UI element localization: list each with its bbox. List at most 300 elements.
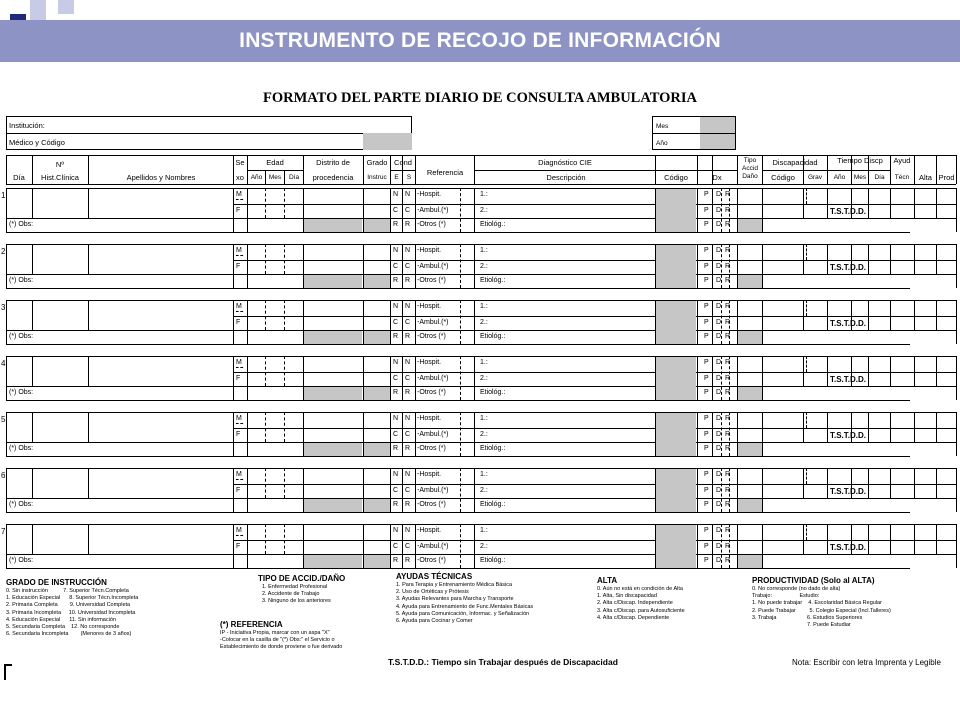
ref-ambul: -Ambul.(*) (417, 431, 449, 438)
dx-rr: R (725, 389, 731, 396)
record-column-line (936, 244, 937, 274)
dashed-divider (236, 479, 243, 480)
dx-d: D (716, 415, 722, 422)
record-column-line (402, 188, 403, 232)
rule-line (956, 524, 957, 568)
legend-item: 4. Educación Especial 11. Sin información (6, 616, 116, 623)
shaded-cell (304, 275, 362, 288)
header-cond-e: E (394, 174, 399, 181)
diag-1: 1.: (480, 191, 488, 198)
dx-p: P (704, 557, 709, 564)
record-column-line (914, 300, 915, 330)
dashed-divider (721, 468, 722, 512)
record-column-line (233, 468, 234, 512)
obs-label: (*) Obs: (9, 445, 34, 452)
record-number: 1 (1, 191, 6, 200)
cond-r-e: R (393, 557, 399, 564)
record-column-line (402, 244, 403, 288)
dashed-divider (460, 188, 461, 232)
shaded-cell (656, 301, 696, 344)
dashed-divider (236, 535, 243, 536)
diag-1: 1.: (480, 359, 488, 366)
cond-n-e: N (393, 527, 399, 534)
record-bottom-rule (6, 288, 910, 289)
sex-m: M (236, 191, 242, 198)
header-cond: Cond (394, 158, 412, 167)
record-column-line (32, 244, 33, 274)
record-column-line (233, 300, 234, 344)
sex-f: F (236, 543, 241, 550)
rule-line (827, 170, 891, 171)
record-top-rule (6, 244, 956, 245)
dashed-divider (806, 244, 807, 260)
obs-label: (*) Obs: (9, 277, 34, 284)
record-column-line (474, 300, 475, 344)
header-nro: Nº (55, 160, 65, 169)
record-column-line (803, 524, 804, 554)
record-column-line (697, 300, 698, 344)
record-column-line (827, 468, 828, 498)
dx-rr: R (725, 207, 731, 214)
dx-rr: R (725, 543, 731, 550)
record-column-line (712, 412, 713, 456)
record-column-line (827, 524, 828, 554)
record-column-line (390, 468, 391, 512)
record-column-line (697, 356, 698, 400)
ayudas-title: AYUDAS TÉCNICAS (396, 572, 473, 581)
shaded-cell (304, 387, 362, 400)
ref-hospit: -Hospit. (417, 191, 442, 198)
record-column-line (415, 244, 416, 288)
rule-line (6, 554, 233, 555)
header-ayud: Ayud (893, 156, 911, 165)
cond-c-e: C (393, 431, 399, 438)
ref-otros: -Otros (*) (417, 277, 446, 284)
record-column-line (32, 524, 33, 554)
record-column-line (697, 188, 698, 232)
dx-rr: R (725, 557, 731, 564)
institucion-label: Institución: (9, 121, 45, 130)
record-column-line (474, 356, 475, 400)
record-column-line (803, 468, 804, 498)
dx-d: D (716, 277, 722, 284)
legend-ayudas (396, 572, 533, 625)
dashed-divider (265, 468, 266, 498)
record-column-line (697, 524, 698, 568)
shaded-cell (656, 525, 696, 568)
cond-c-s: C (405, 431, 411, 438)
record-column-line (868, 356, 869, 386)
legend-item: 4. Ayuda para Entrenamiento de Func.Mentales Básicas (396, 603, 534, 610)
record-column-line (936, 412, 937, 442)
dx-d: D (716, 445, 722, 452)
record-column-line (233, 188, 234, 232)
record-column-line (6, 356, 7, 400)
header-bottom-rule (6, 184, 956, 185)
record-mid-rule (233, 260, 956, 261)
header-tiempo: Tiempo Discp (837, 156, 883, 165)
dashed-divider (236, 311, 243, 312)
dx-p: P (704, 415, 709, 422)
cond-c-s: C (405, 207, 411, 214)
record-column-line (827, 300, 828, 330)
shaded-cell (364, 387, 390, 400)
record-column-line (247, 524, 248, 568)
shaded-cell (364, 275, 390, 288)
form-title: FORMATO DEL PARTE DIARIO DE CONSULTA AMBULATORIA (262, 90, 698, 106)
header-se: Se (235, 158, 245, 167)
cond-c-s: C (405, 543, 411, 550)
record-column-line (712, 524, 713, 568)
diag-2: 2.: (480, 375, 488, 382)
record-column-line (712, 244, 713, 288)
dashed-divider (284, 300, 285, 330)
legend-item: 3. Trabaja 6. Estudios Superiores (752, 614, 863, 621)
cond-r-s: R (405, 501, 411, 508)
cond-c-e: C (393, 487, 399, 494)
record-column-line (247, 300, 248, 344)
anio-label: Año (656, 140, 668, 147)
record-column-line (6, 300, 7, 344)
record-column-line (247, 244, 248, 288)
dashed-divider (236, 199, 243, 200)
diag-etiolog: Etiológ.: (480, 557, 506, 564)
nota-note: Nota: Escribir con letra Imprenta y Legible (792, 658, 941, 667)
ref-otros: -Otros (*) (417, 557, 446, 564)
dx-rr: R (725, 431, 731, 438)
record-column-line (936, 524, 937, 554)
legend-item: 1. Educación Especial 8. Superior Técn.Incompleta (6, 595, 139, 602)
record-column-line (474, 412, 475, 456)
dx-p: P (704, 303, 709, 310)
shaded-cell (364, 443, 390, 456)
cond-n-e: N (393, 359, 399, 366)
record-column-line (247, 356, 248, 400)
record-mid-rule (233, 204, 956, 205)
legend-item: Trabajo: Estudio: (752, 593, 820, 600)
diag-etiolog: Etiológ.: (480, 389, 506, 396)
shaded-cell (364, 331, 390, 344)
dx-d: D (716, 543, 722, 550)
record-column-line (88, 300, 89, 330)
header-edad-mes: Mes (268, 174, 282, 181)
record-column-line (6, 188, 7, 232)
record-column-line (697, 412, 698, 456)
obs-label: (*) Obs: (9, 501, 34, 508)
record-column-line (6, 412, 7, 456)
cond-c-e: C (393, 543, 399, 550)
dashed-divider (284, 524, 285, 554)
header-discapacidad: Discapacidad (772, 158, 818, 167)
record-column-line (402, 356, 403, 400)
header-diagnostico: Diagnóstico CIE (538, 158, 592, 167)
dashed-divider (460, 300, 461, 344)
dashed-divider (721, 524, 722, 568)
dx-rr: R (725, 415, 731, 422)
record-column-line (233, 524, 234, 568)
dx-p: P (704, 543, 709, 550)
cond-n-e: N (393, 303, 399, 310)
dx-d: D (716, 303, 722, 310)
rule-line (956, 468, 957, 512)
header-apellidos: Apellidos y Nombres (126, 173, 196, 182)
shaded-cell (738, 443, 762, 456)
diag-etiolog: Etiológ.: (480, 333, 506, 340)
header-edad: Edad (266, 158, 284, 167)
record-column-line (402, 300, 403, 344)
record-number: 4 (1, 359, 6, 368)
legend-tipo (258, 574, 345, 606)
record-column-line (415, 300, 416, 344)
header-tipo: Tipo (743, 157, 757, 164)
legend-item: Establecimiento de donde proviene o fue derivado (220, 644, 343, 651)
record-column-line (402, 412, 403, 456)
dx-rr: R (725, 319, 731, 326)
dx-rr: R (725, 247, 731, 254)
dx-rr: R (725, 191, 731, 198)
legend-item: 3. Ayudas Relevantes para Marcha y Transporte (396, 596, 514, 603)
header-t-anio: Año (833, 174, 846, 181)
header-distrito: Distrito de (316, 158, 350, 167)
legend-alta (597, 576, 685, 622)
record-column-line (32, 188, 33, 218)
dashed-divider (721, 244, 722, 288)
dashed-divider (236, 423, 243, 424)
header-hist: Hist.Clínica (41, 173, 79, 182)
dx-d: D (716, 207, 722, 214)
cond-r-e: R (393, 389, 399, 396)
shaded-cell (656, 469, 696, 512)
record-column-line (890, 188, 891, 218)
header-disc-codigo: Código (771, 173, 795, 182)
cond-r-e: R (393, 501, 399, 508)
mes-label: Mes (656, 123, 669, 130)
header-edad-dia: Día (288, 174, 300, 181)
dx-p: P (704, 527, 709, 534)
record-column-line (32, 468, 33, 498)
rule-line (956, 412, 957, 456)
dashed-divider (265, 188, 266, 218)
record-column-line (827, 356, 828, 386)
cond-n-e: N (393, 415, 399, 422)
dx-p: P (704, 221, 709, 228)
header-t-mes: Mes (853, 174, 867, 181)
header-grav: Grav (807, 174, 823, 181)
ref-hospit: -Hospit. (417, 303, 442, 310)
header-column-line (88, 155, 89, 184)
header-cond-s: S (406, 174, 412, 181)
record-column-line (762, 356, 763, 400)
record-column-line (890, 244, 891, 274)
dx-d: D (716, 527, 722, 534)
record-number: 3 (1, 303, 6, 312)
dashed-divider (460, 412, 461, 456)
record-column-line (390, 300, 391, 344)
header-prod: Prod (938, 173, 955, 182)
ref-ambul: -Ambul.(*) (417, 543, 449, 550)
record-column-line (6, 524, 7, 568)
header-edad-anio: Año (250, 174, 263, 181)
dx-rr: R (725, 527, 731, 534)
ref-otros: -Otros (*) (417, 389, 446, 396)
record-column-line (697, 244, 698, 288)
shaded-cell (304, 499, 362, 512)
dx-p: P (704, 375, 709, 382)
record-number: 2 (1, 247, 6, 256)
record-column-line (914, 356, 915, 386)
rule-line (956, 356, 957, 400)
ref-hospit: -Hospit. (417, 471, 442, 478)
record-column-line (32, 300, 33, 330)
dx-p: P (704, 501, 709, 508)
diag-etiolog: Etiológ.: (480, 277, 506, 284)
dashed-divider (721, 412, 722, 456)
header-column-line (956, 155, 957, 184)
diag-1: 1.: (480, 471, 488, 478)
record-column-line (890, 412, 891, 442)
dashed-divider (806, 188, 807, 204)
record-column-line (803, 412, 804, 442)
shaded-cell (656, 245, 696, 288)
rule-line (6, 386, 233, 387)
legend-item: 2. Primaria Completa 9. Universidad Completa (6, 602, 131, 609)
dx-d: D (716, 557, 722, 564)
record-column-line (868, 244, 869, 274)
record-column-line (712, 356, 713, 400)
cond-r-s: R (405, 277, 411, 284)
rule-line (6, 274, 233, 275)
dx-d: D (716, 471, 722, 478)
tstdd-label: T.S.T.D.D. (830, 207, 867, 216)
diag-2: 2.: (480, 263, 488, 270)
cond-r-s: R (405, 557, 411, 564)
ref-hospit: -Hospit. (417, 359, 442, 366)
rule-line (956, 188, 957, 232)
dx-p: P (704, 445, 709, 452)
legend-item: IP - Iniciativa Propia, marcar con un aspa "X" (220, 630, 330, 636)
record-column-line (88, 188, 89, 218)
ref-ambul: -Ambul.(*) (417, 375, 449, 382)
record-column-line (890, 356, 891, 386)
header-dano: Daño (742, 173, 758, 180)
diag-1: 1.: (480, 303, 488, 310)
dx-p: P (704, 207, 709, 214)
banner-title: INSTRUMENTO DE RECOJO DE INFORMACIÓN (239, 29, 721, 52)
record-column-line (247, 188, 248, 232)
diag-etiolog: Etiológ.: (480, 445, 506, 452)
shaded-cell (738, 219, 762, 232)
cond-c-e: C (393, 319, 399, 326)
legend-item: 2. Uso de Ortéticas y Prótesis (396, 589, 469, 596)
cond-n-s: N (405, 303, 411, 310)
shaded-cell (304, 555, 362, 568)
diag-2: 2.: (480, 319, 488, 326)
record-column-line (868, 468, 869, 498)
record-column-line (88, 412, 89, 442)
record-column-line (712, 300, 713, 344)
prod-title: PRODUCTIVIDAD (Solo al ALTA) (752, 576, 875, 585)
cond-r-e: R (393, 221, 399, 228)
legend-item: 1. Enfermedad Profesional (262, 584, 328, 590)
record-column-line (415, 524, 416, 568)
obs-label: (*) Obs: (9, 389, 34, 396)
cond-r-s: R (405, 221, 411, 228)
dashed-divider (460, 356, 461, 400)
sex-f: F (236, 375, 241, 382)
ref-ambul: -Ambul.(*) (417, 207, 449, 214)
record-bottom-rule (6, 400, 910, 401)
diag-2: 2.: (480, 487, 488, 494)
legend-item: 1. Alta, Sin discapacidad (597, 593, 657, 600)
dashed-divider (265, 412, 266, 442)
dx-rr: R (725, 277, 731, 284)
dx-d: D (716, 263, 722, 270)
sex-m: M (236, 303, 242, 310)
header-codigo: Código (664, 173, 688, 182)
record-column-line (32, 412, 33, 442)
cond-n-s: N (405, 471, 411, 478)
record-top-rule (6, 412, 956, 413)
header-column-line (32, 155, 33, 184)
legend-item: 7. Puede Estudiar (752, 622, 851, 629)
record-column-line (936, 468, 937, 498)
record-column-line (762, 468, 763, 512)
dx-p: P (704, 319, 709, 326)
record-column-line (415, 468, 416, 512)
legend-item: 6. Secundaria Incompleta (Menores de 3 años) (6, 631, 132, 638)
record-column-line (914, 244, 915, 274)
dashed-divider (721, 356, 722, 400)
record-bottom-rule (6, 512, 910, 513)
shaded-cell (304, 331, 362, 344)
dx-d: D (716, 359, 722, 366)
record-column-line (803, 188, 804, 218)
cond-n-e: N (393, 471, 399, 478)
dx-p: P (704, 431, 709, 438)
record-column-line (890, 468, 891, 498)
legend-referencia (220, 620, 342, 652)
dashed-divider (236, 367, 243, 368)
cond-c-s: C (405, 263, 411, 270)
legend-item: 1. No puede trabajar 4. Escolaridad Básica Regular (752, 600, 882, 607)
record-column-line (415, 412, 416, 456)
dx-p: P (704, 471, 709, 478)
tstdd-label: T.S.T.D.D. (830, 543, 867, 552)
ref-otros: -Otros (*) (417, 445, 446, 452)
record-column-line (474, 244, 475, 288)
dashed-divider (460, 244, 461, 288)
record-top-rule (6, 468, 956, 469)
dashed-divider (806, 468, 807, 484)
record-column-line (32, 356, 33, 386)
record-column-line (88, 468, 89, 498)
record-column-line (402, 524, 403, 568)
dashed-divider (806, 356, 807, 372)
sex-m: M (236, 247, 242, 254)
sex-m: M (236, 415, 242, 422)
header-column-line (6, 155, 7, 184)
record-column-line (914, 468, 915, 498)
legend-item: 2. Accidente de Trabajo (262, 591, 320, 598)
cond-n-s: N (405, 527, 411, 534)
shaded-cell (656, 189, 696, 232)
record-mid-rule (233, 484, 956, 485)
cond-n-s: N (405, 247, 411, 254)
record-bottom-rule (6, 344, 910, 345)
record-column-line (390, 244, 391, 288)
legend-item: 1. Para Terapia y Entrenamiento Médica Básica (396, 582, 513, 588)
dashed-divider (284, 244, 285, 274)
